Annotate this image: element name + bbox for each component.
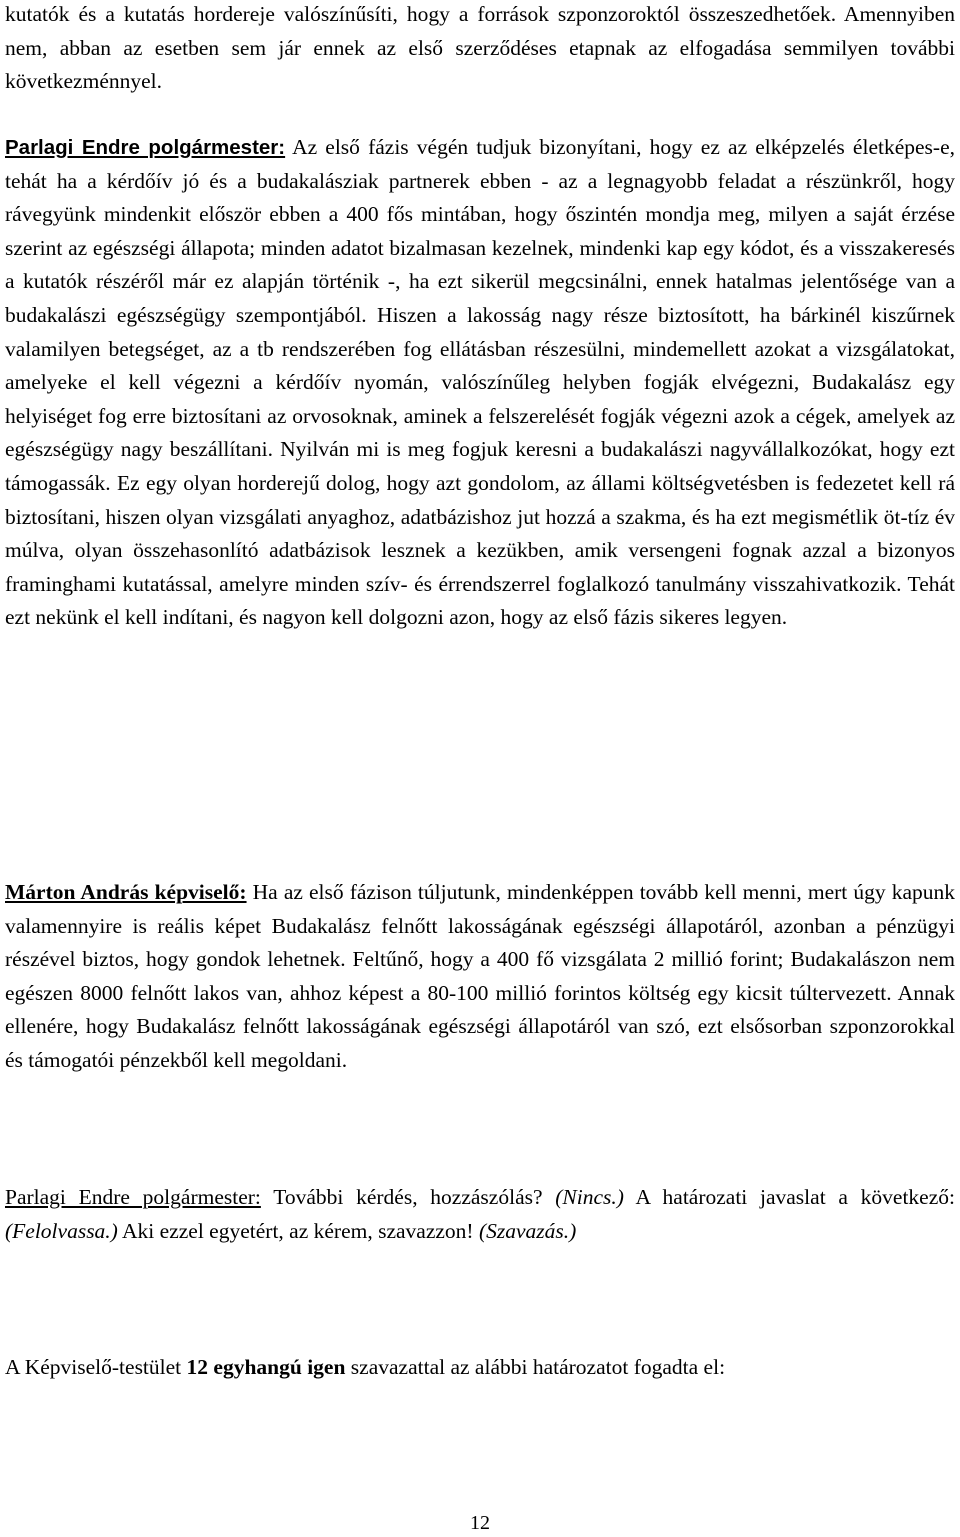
speech-parlagi-1 [5,131,955,635]
speech-parlagi-2 [5,1181,955,1248]
resolution-paragraph [5,1351,955,1385]
speech-text: Az első fázis végén tudjuk bizonyítani, hogy ez az elképzelés életképes-e, tehát ha a kérdőív jó és a budakalásziak partnerek ebben - az a legnagyobb feladat a részünkről, hogy rávegyünk mindenkit először ebben a 400 fős mintában, hogy őszintén mondja meg, milyen a saját érzése szerint az egészségi állapota; minden adatot bizalmasan kezelnek, mindenki kap egy kódot, és a visszakeresés a kutatók részéről már ez alapján történik -, ha ezt sikerül megcsinálni, ennek hatalmas jelentősége van a budakalászi egészségügy szempontjából. Hiszen a lakosság nagy része biztosított, ha bárkinél kiszűrnek valamilyen betegséget, az a tb rendszerében fog ellátásban részesülni, mindemellett azokat a vizsgálatokat, amelyeke el kell végezni a kérdőív nyomán, valószínűleg helyben fogják elvégezni, Budakalász egy helyiséget fog erre biztosítani az orvosoknak, aminek a felszerelését fogják végezni azok a cégek, amelyek az egészségügy nagy beszállítani. Nyilván mi is meg fogjuk keresni a budakalászi nagyvállalkozókat, hogy ezt támogassák. Ez egy olyan horderejű dolog, hogy azt gondolom, az állami költségvetésben is fedezetet kell rá biztosítani, hiszen olyan vizsgálati anyaghoz, adatbázishoz jut hozzá a szakma, és ha ezt megismétlik öt-tíz év múlva, olyan összehasonlító adatbázisok lesznek a kezükben, amik versengeni fognak azzal a bizonyos framinghami kutatással, amelyre minden szív- és érrendszerrel foglalkozó tanulmány visszahivatkozik. Tehát ezt nekünk el kell indítani, és nagyon kell dolgozni azon, hogy az első fázis sikeres legyen. [5,135,955,630]
intro-paragraph [5,0,955,99]
resolution-text: szavazattal az alábbi határozatot fogadta el: [345,1355,726,1379]
speech-text: További kérdés, hozzászólás? [260,1185,556,1209]
stage-note: (Nincs.) [555,1185,624,1209]
speech-marton [5,876,955,1078]
speaker-name: Parlagi Endre polgármester: [5,136,286,159]
speaker-name: Parlagi Endre polgármester: [5,1185,261,1209]
resolution-text: A Képviselő-testület [5,1355,187,1379]
intro-text: kutatók és a kutatás hordereje valószínűsíti, hogy a források szponzoroktól összeszedhetőek. Amennyiben nem, abban az esetben sem jár ennek az első szerződéses etapnak az elfogadása semmilyen további következménnyel. [5,2,955,94]
speech-text: Aki ezzel egyetért, az kérem, szavazzon! [117,1218,479,1243]
stage-note: (Szavazás.) [478,1218,577,1243]
stage-note: (Felolvassa.) [5,1218,118,1243]
page-number: 12 [470,1512,490,1534]
speaker-name: Márton András képviselő: [5,880,247,904]
speech-text: Ha az első fázison túljutunk, mindenképpen tovább kell menni, mert úgy kapunk valamennyire is reális képet Budakalász felnőtt lakosságának egészségi állapotáról, azonban a pénzügyi részével biztos, hogy gondok lehetnek. Feltűnő, hogy a 400 fő vizsgálata 2 millió forint; Budakalászon nem egészen 8000 felnőtt lakos van, ahhoz képest a 80-100 millió forintos költség egy kicsit túltervezett. Annak ellenére, hogy Budakalász felnőtt lakosságának egészségi állapotáról van szó, ezt elsősorban szponzorokkal és támogatói pénzekből kell megoldani. [5,880,956,1072]
vote-count: 12 egyhangú igen [186,1355,346,1379]
speech-text: A határozati javaslat a következő: [623,1185,955,1209]
